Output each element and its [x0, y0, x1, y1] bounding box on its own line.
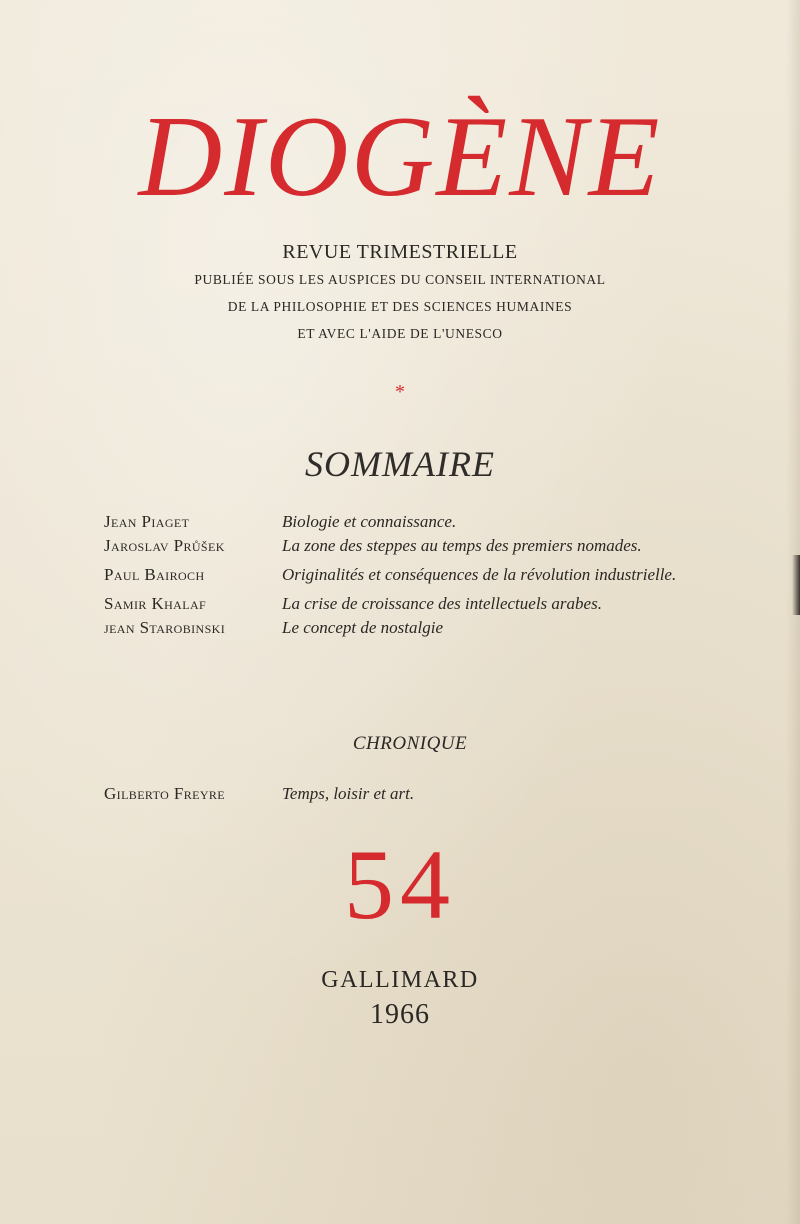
sommaire-heading: SOMMAIRE — [305, 444, 495, 484]
toc-author: jean Starobinski — [104, 618, 226, 637]
issue-number: 54 — [344, 829, 456, 940]
toc-author: Paul Bairoch — [104, 565, 205, 584]
chronique-heading: CHRONIQUE — [352, 733, 468, 754]
star-ornament: * — [395, 381, 405, 403]
toc-entry — [104, 510, 704, 534]
table-of-contents — [104, 510, 704, 640]
toc-entry — [104, 616, 704, 640]
toc-entry — [104, 782, 704, 806]
toc-author: Jean Piaget — [104, 512, 190, 531]
page-edge-mark — [792, 555, 800, 615]
toc-entry — [104, 563, 704, 587]
toc-article: Le concept de nostalgie — [282, 618, 443, 637]
journal-title: DIOGÈNE — [138, 93, 662, 221]
subtitle-line-3: ET AVEC L'AIDE DE L'UNESCO — [297, 326, 503, 341]
toc-author: Gilberto Freyre — [104, 784, 226, 803]
toc-author: Samir Khalaf — [104, 594, 207, 613]
publisher-name: GALLIMARD — [321, 967, 479, 993]
toc-article: La crise de croissance des intellectuels arabes. — [282, 594, 602, 613]
toc-article: Temps, loisir et art. — [282, 784, 415, 803]
subtitle-line-1: PUBLIÉE SOUS LES AUSPICES DU CONSEIL INTERNATIONAL — [194, 272, 606, 287]
toc-article: La zone des steppes au temps des premiers nomades. — [282, 536, 642, 555]
toc-article: Originalités et conséquences de la révolution industrielle. — [282, 565, 677, 584]
toc-entry — [104, 592, 704, 616]
chronique-contents — [104, 782, 704, 806]
toc-entry — [104, 534, 704, 558]
revue-subtitle: REVUE TRIMESTRIELLE — [282, 241, 518, 263]
subtitle-line-2: DE LA PHILOSOPHIE ET DES SCIENCES HUMAINES — [227, 299, 573, 314]
toc-author: Jaroslav Průšek — [104, 536, 225, 555]
publication-year: 1966 — [370, 999, 430, 1030]
toc-article: Biologie et connaissance. — [282, 512, 457, 531]
